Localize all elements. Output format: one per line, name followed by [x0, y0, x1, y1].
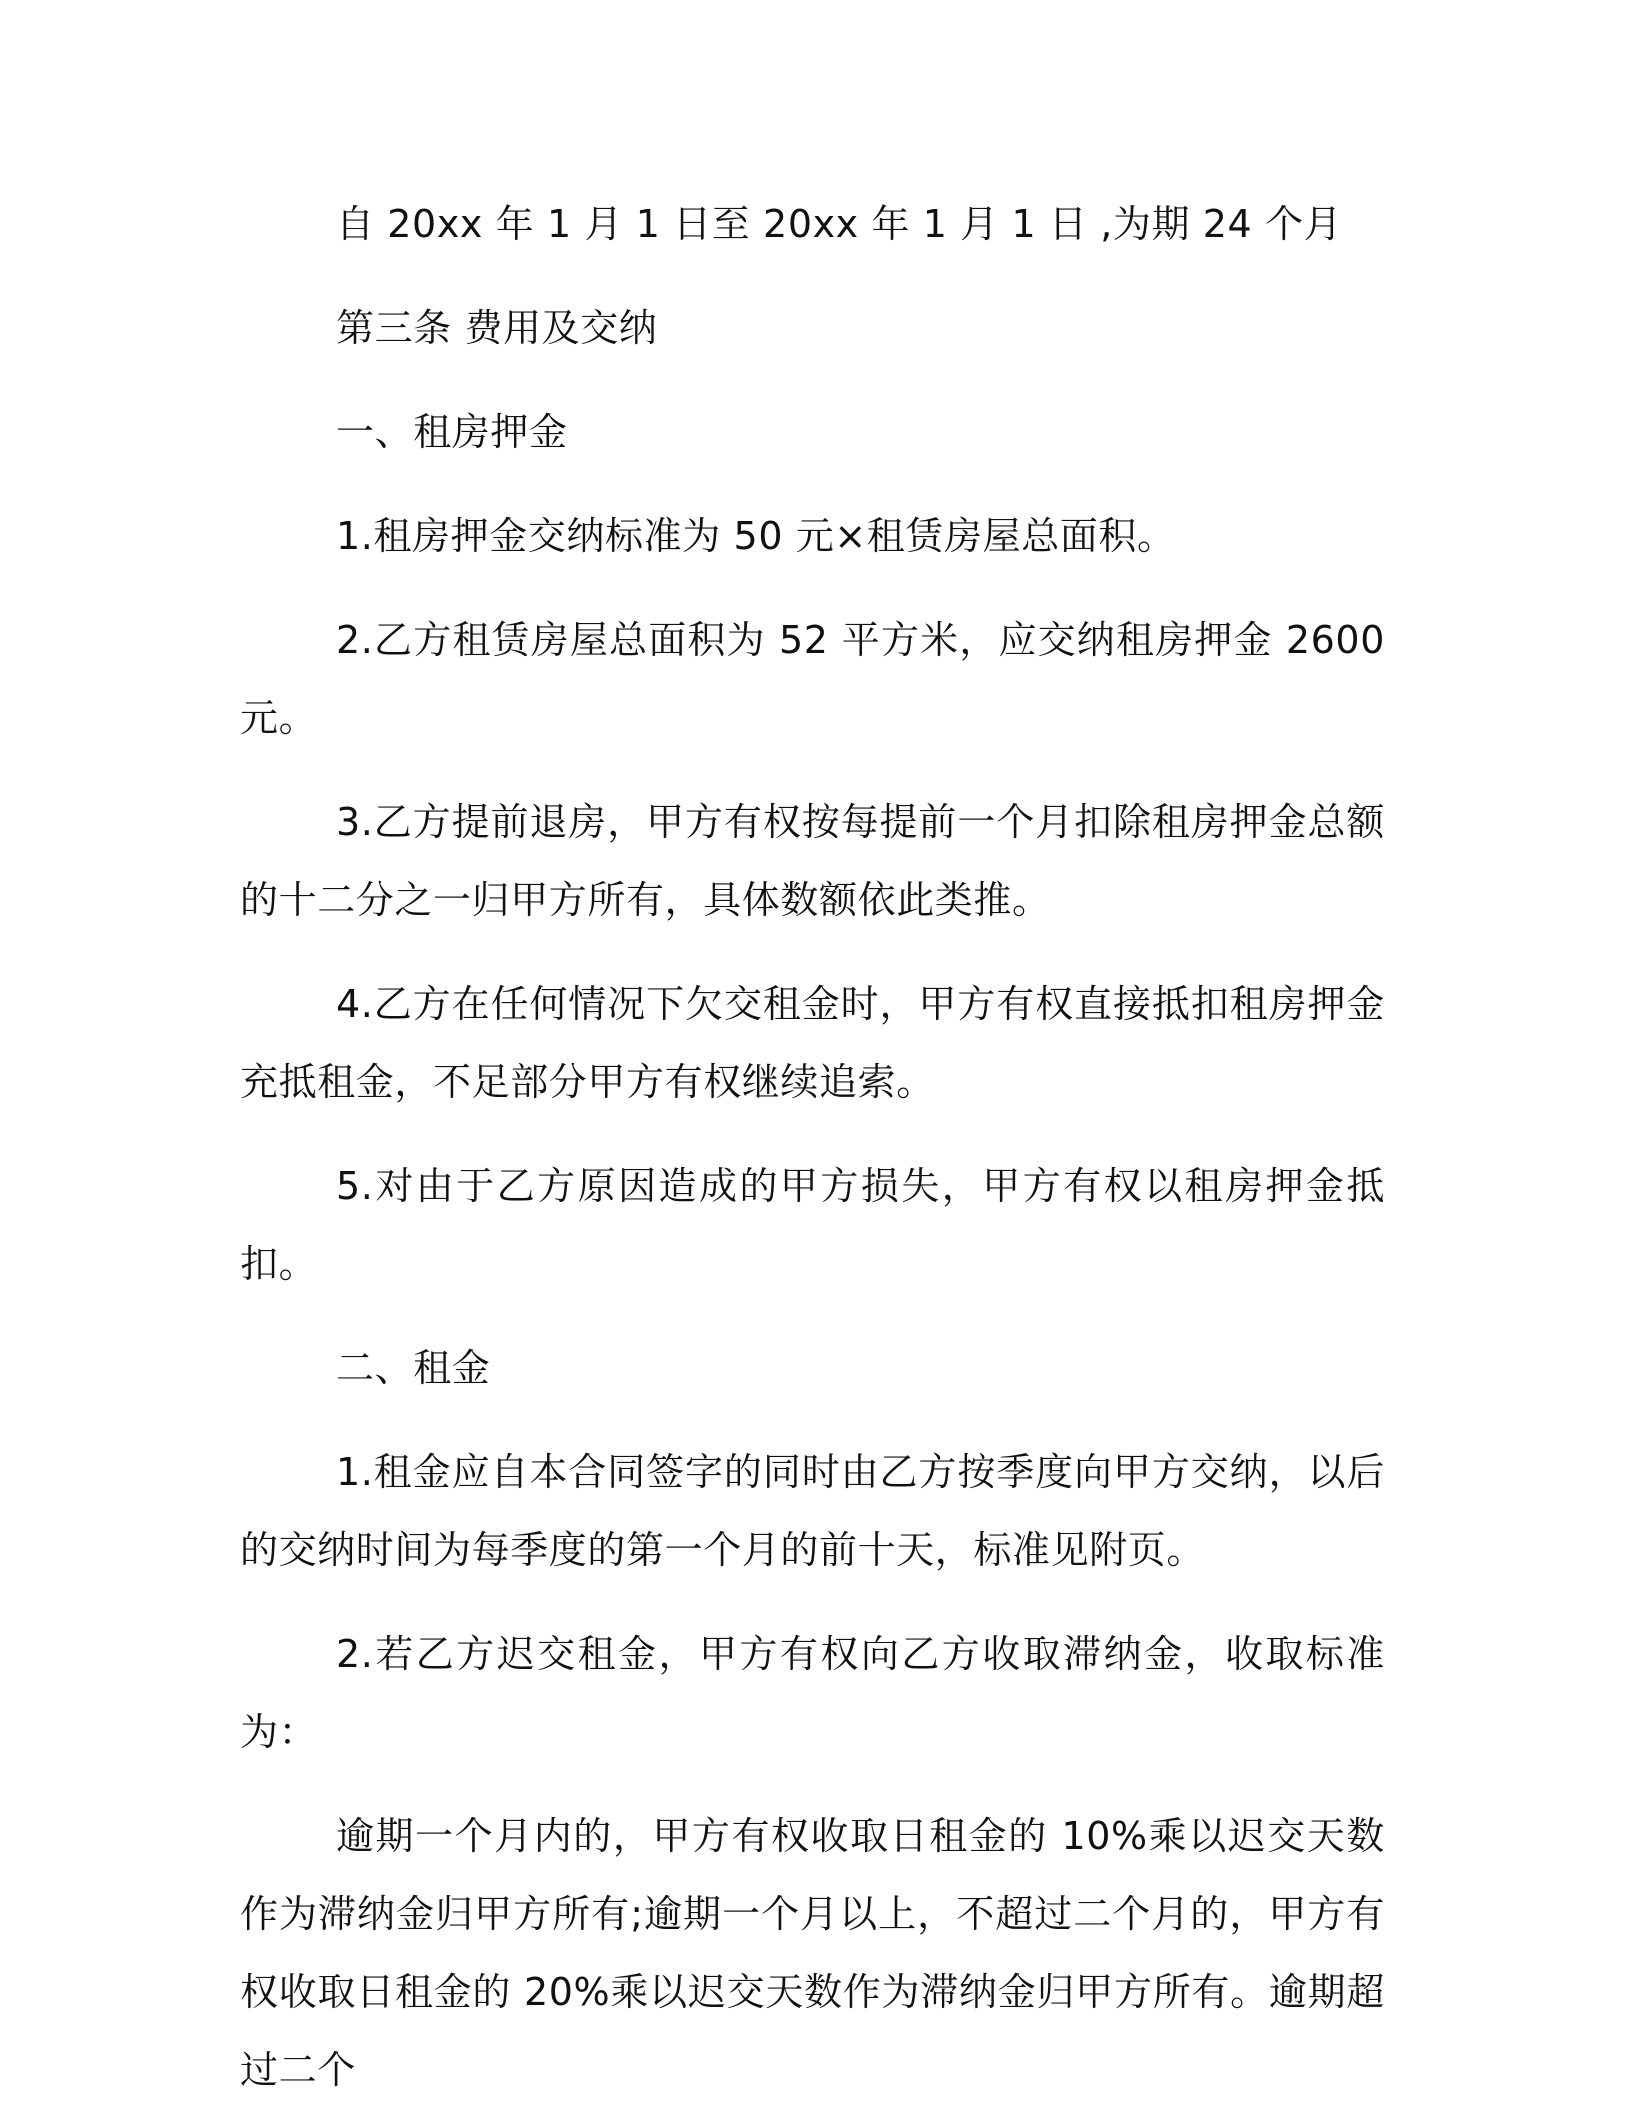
subsection-heading-deposit: 一、租房押金: [336, 410, 568, 454]
section-heading: 第三条 费用及交纳: [336, 306, 658, 350]
document-body: [240, 185, 1385, 2109]
lease-period-line: 自 20xx 年 1 月 1 日至 20xx 年 1 月 1 日 ,为期 24 个月: [336, 202, 1343, 246]
deposit-clause-2: 2.乙方租赁房屋总面积为 52 平方米，应交纳租房押金 2600 元。: [240, 618, 1385, 740]
rent-clause-2: 2.若乙方迟交租金，甲方有权向乙方收取滞纳金，收取标准为：: [240, 1632, 1385, 1754]
deposit-clause-4: 4.乙方在任何情况下欠交租金时，甲方有权直接抵扣租房押金充抵租金，不足部分甲方有权继续追索。: [240, 982, 1385, 1104]
deposit-clause-5: 5.对由于乙方原因造成的甲方损失，甲方有权以租房押金抵扣。: [240, 1164, 1385, 1286]
deposit-clause-1: 1.租房押金交纳标准为 50 元×租赁房屋总面积。: [336, 514, 1176, 558]
late-fee-clause: 逾期一个月内的，甲方有权收取日租金的 10%乘以迟交天数作为滞纳金归甲方所有;逾期一个月以上，不超过二个月的，甲方有权收取日租金的 20%乘以迟交天数作为滞纳金归甲方所有。逾期超过二个: [240, 1814, 1385, 2092]
deposit-clause-3: 3.乙方提前退房，甲方有权按每提前一个月扣除租房押金总额的十二分之一归甲方所有，具体数额依此类推。: [240, 800, 1385, 922]
subsection-heading-rent: 二、租金: [336, 1346, 491, 1390]
rent-clause-1: 1.租金应自本合同签字的同时由乙方按季度向甲方交纳，以后的交纳时间为每季度的第一个月的前十天，标准见附页。: [240, 1450, 1385, 1572]
